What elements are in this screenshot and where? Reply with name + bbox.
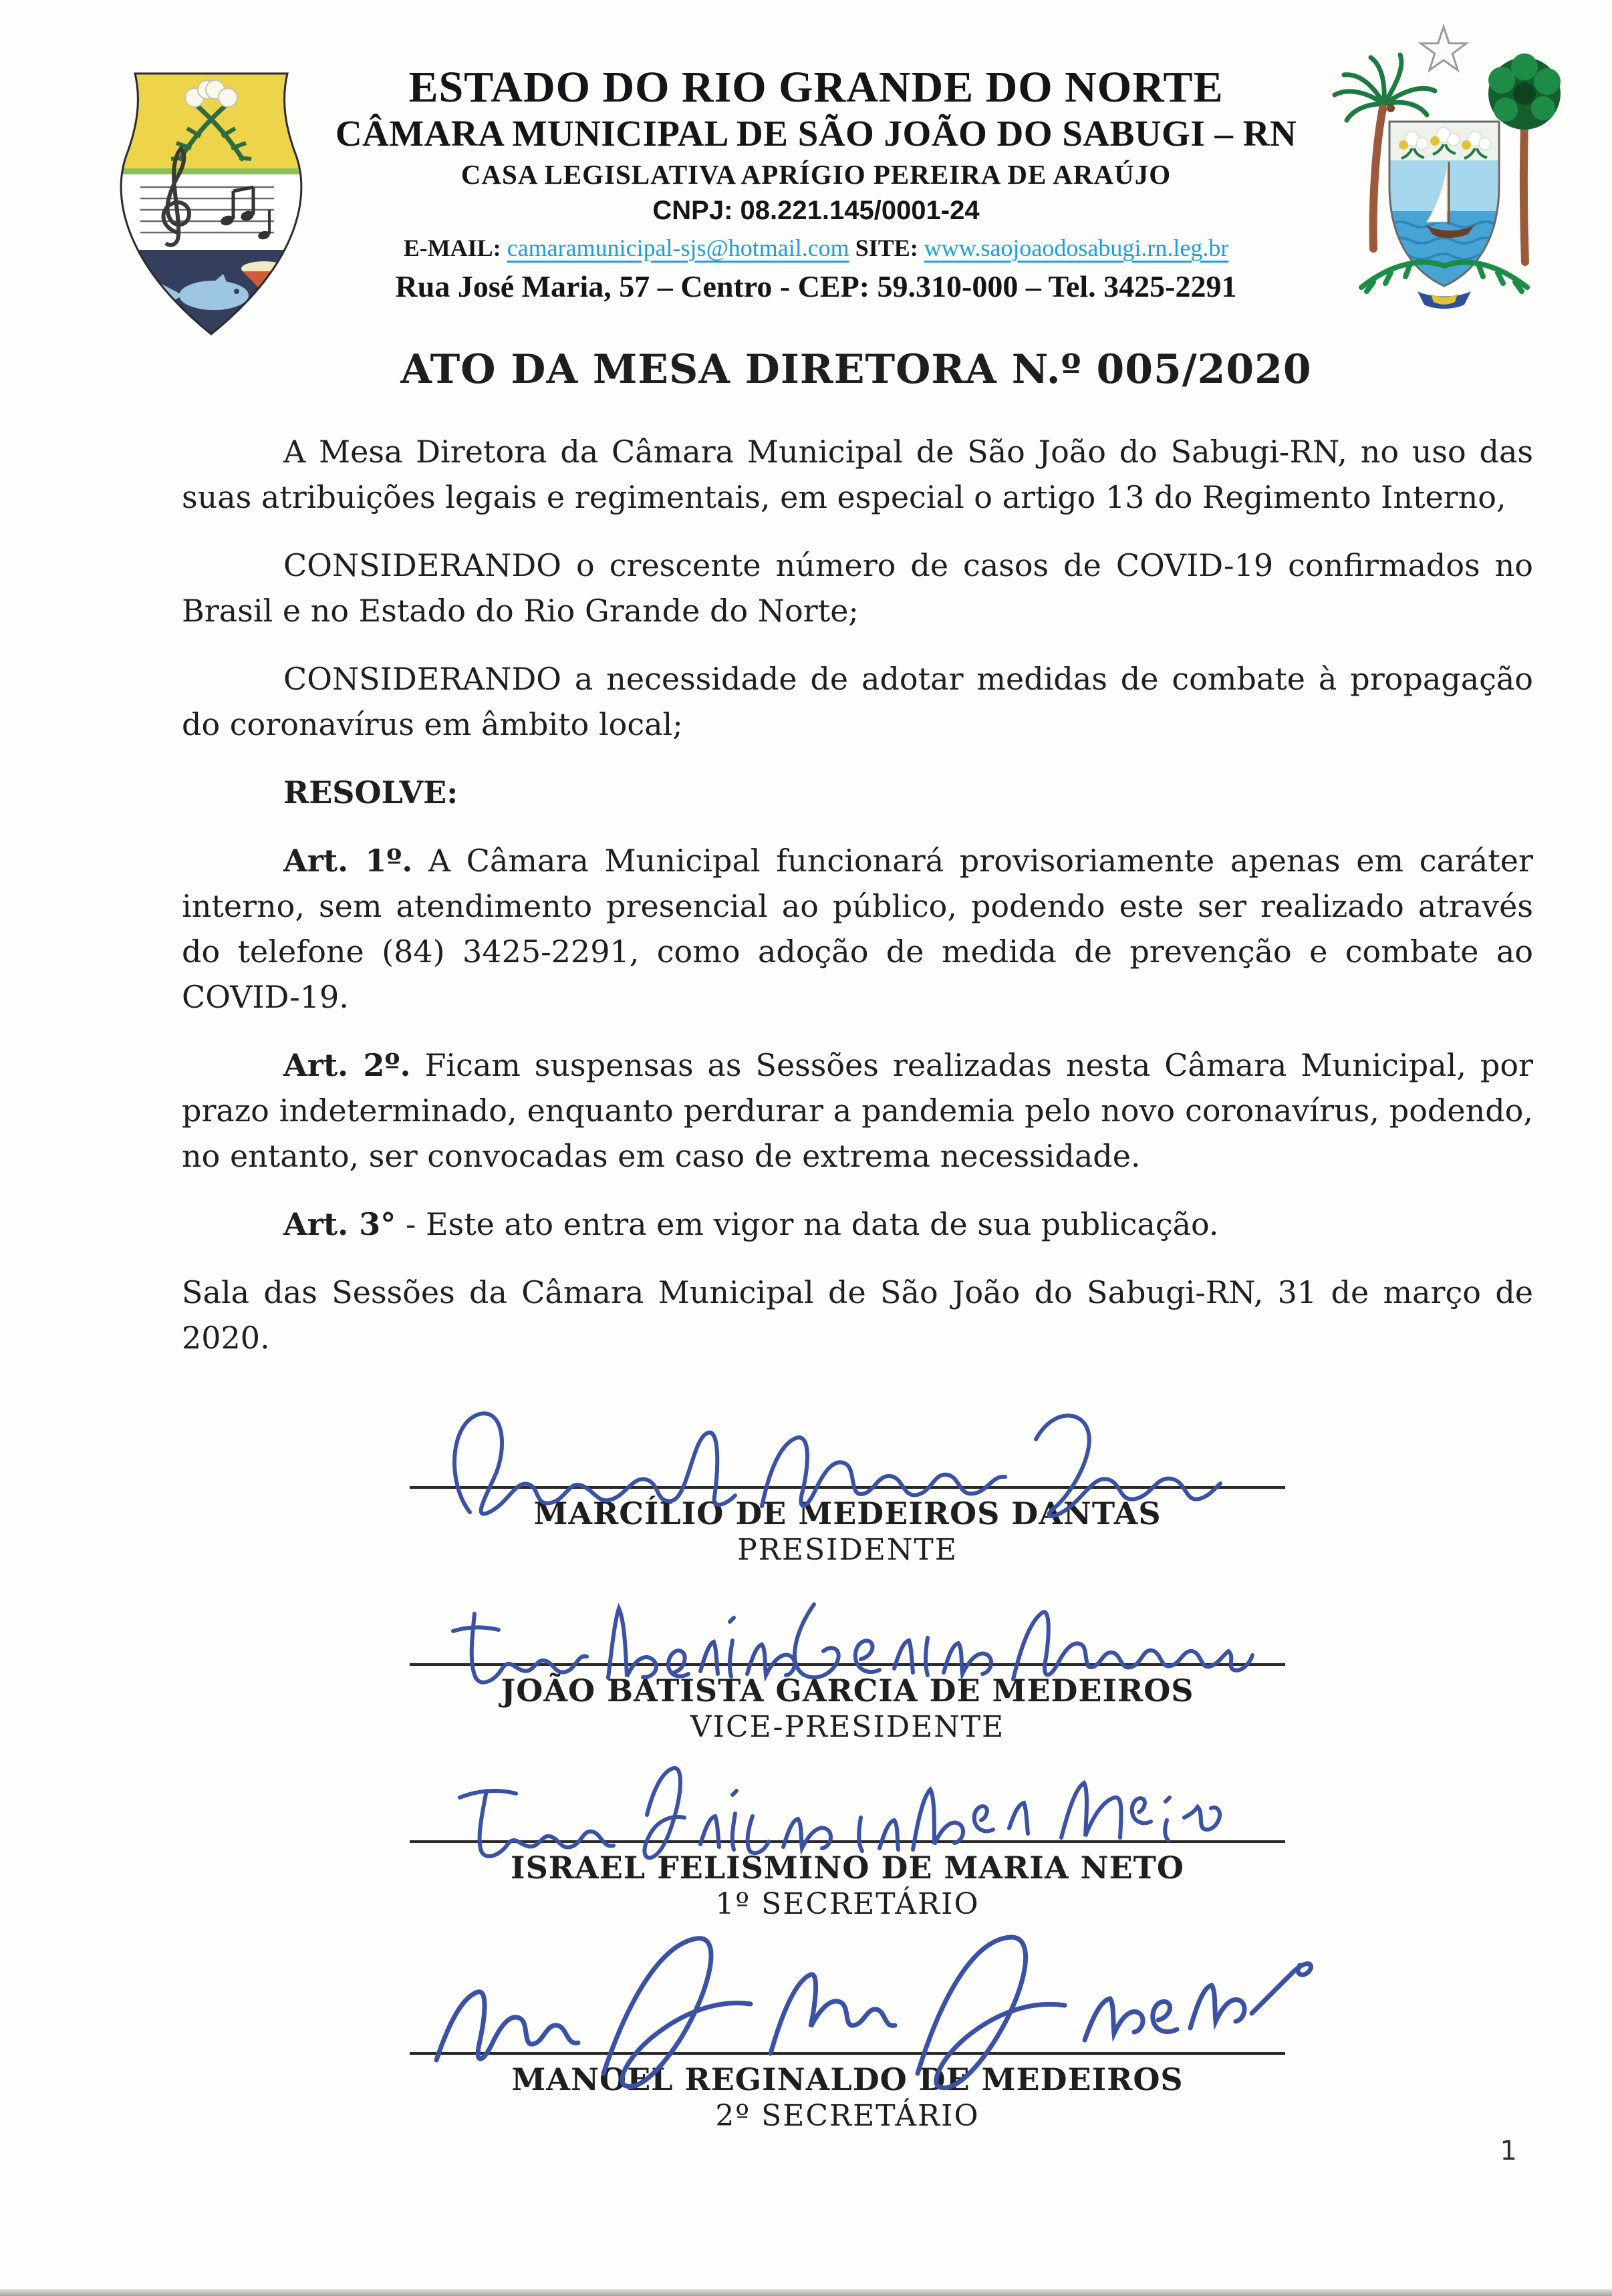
handwritten-signature-icon xyxy=(433,1395,1262,1522)
article-2 xyxy=(182,1042,1533,1179)
signature-second-secretary xyxy=(410,1926,1285,2133)
cnpj: CNPJ: 08.221.145/0001-24 xyxy=(652,196,980,226)
considerando-2: CONSIDERANDO a necessidade de adotar medidas de combate à propagação do coronavírus em âmbito local; xyxy=(182,661,1533,742)
signatory-role: PRESIDENTE xyxy=(737,1533,958,1567)
letterhead xyxy=(0,0,1612,315)
considerando-1: CONSIDERANDO o crescente número de casos de COVID-19 confirmados no Brasil e no Estado do Rio Grande do Norte; xyxy=(182,547,1533,629)
resolve-heading xyxy=(182,770,1533,815)
article-1 xyxy=(182,838,1533,1020)
signatory-name: MANOEL REGINALDO DE MEDEIROS xyxy=(511,2061,1184,2098)
signatory-name: MARCÍLIO DE MEDEIROS DANTAS xyxy=(533,1495,1162,1532)
article-1-label: Art. 1º. xyxy=(283,843,413,879)
email-link[interactable]: camaramunicipal-sjs@hotmail.com xyxy=(507,235,849,262)
scan-edge-shadow xyxy=(0,2289,1612,2296)
article-3 xyxy=(182,1201,1533,1247)
handwritten-signature-icon xyxy=(433,1749,1262,1876)
handwritten-signature-icon xyxy=(410,1926,1319,2094)
article-2-text: Ficam suspensas as Sessões realizadas nesta Câmara Municipal, por prazo indeterminado, enquanto perdurar a pandemia pelo novo coronavírus, podendo, no entanto, ser convocadas em caso de extrema necessidade. xyxy=(182,1047,1534,1174)
signatory-name: ISRAEL FELISMINO DE MARIA NETO xyxy=(511,1850,1184,1886)
preamble-paragraph: A Mesa Diretora da Câmara Municipal de São João do Sabugi-RN, no uso das suas atribuições legais e regimentais, em especial o artigo 13 do Regimento Interno, xyxy=(182,434,1533,515)
municipal-coat-of-arms-icon xyxy=(114,60,309,339)
signatory-name: JOÃO BATISTA GARCIA DE MEDEIROS xyxy=(501,1673,1194,1709)
document-title: ATO DA MESA DIRETORA N.º 005/2020 xyxy=(400,346,1312,393)
page-number: 1 xyxy=(1500,2136,1517,2166)
email-label: E-MAIL: xyxy=(403,235,501,262)
contact-line xyxy=(314,234,1318,262)
resolve-label: RESOLVE: xyxy=(283,774,458,811)
article-1-text: A Câmara Municipal funcionará provisoriamente apenas em caráter interno, sem atendimento presencial ao público, podendo este ser realizado através do telefone (84) 3425-2291, como adoção de medida de prevenção e combate ao COVID-19. xyxy=(182,843,1533,1015)
signatory-role: 2º SECRETÁRIO xyxy=(715,2099,980,2133)
article-3-label: Art. 3° xyxy=(283,1206,396,1242)
document-body xyxy=(182,429,1533,1360)
rn-state-coat-of-arms-icon xyxy=(1327,24,1562,311)
article-3-text: - Este ato entra em vigor na data de sua publicação. xyxy=(405,1206,1219,1242)
chamber-name: CÂMARA MUNICIPAL DE SÃO JOÃO DO SABUGI – RN xyxy=(335,113,1297,154)
signature-president xyxy=(410,1395,1285,1567)
signatory-role: 1º SECRETÁRIO xyxy=(715,1887,980,1921)
signatory-role: VICE-PRESIDENTE xyxy=(690,1710,1005,1744)
signature-block xyxy=(0,1395,1612,2138)
signature-first-secretary xyxy=(410,1749,1285,1921)
closing-paragraph: Sala das Sessões da Câmara Municipal de São João do Sabugi-RN, 31 de março de 2020. xyxy=(182,1274,1533,1356)
article-2-label: Art. 2º. xyxy=(283,1047,411,1083)
star-icon xyxy=(1421,27,1466,70)
letterhead-text xyxy=(314,64,1318,304)
state-name: ESTADO DO RIO GRANDE DO NORTE xyxy=(408,63,1224,112)
handwritten-signature-icon xyxy=(433,1572,1262,1699)
site-label: SITE: xyxy=(855,235,918,262)
address-line: Rua José Maria, 57 – Centro - CEP: 59.310-000 – Tel. 3425-2291 xyxy=(395,269,1237,304)
signature-vice-president xyxy=(410,1572,1285,1744)
legislative-house-name: CASA LEGISLATIVA APRÍGIO PEREIRA DE ARAÚJO xyxy=(460,159,1172,190)
site-link[interactable]: www.saojoaodosabugi.rn.leg.br xyxy=(924,235,1229,262)
